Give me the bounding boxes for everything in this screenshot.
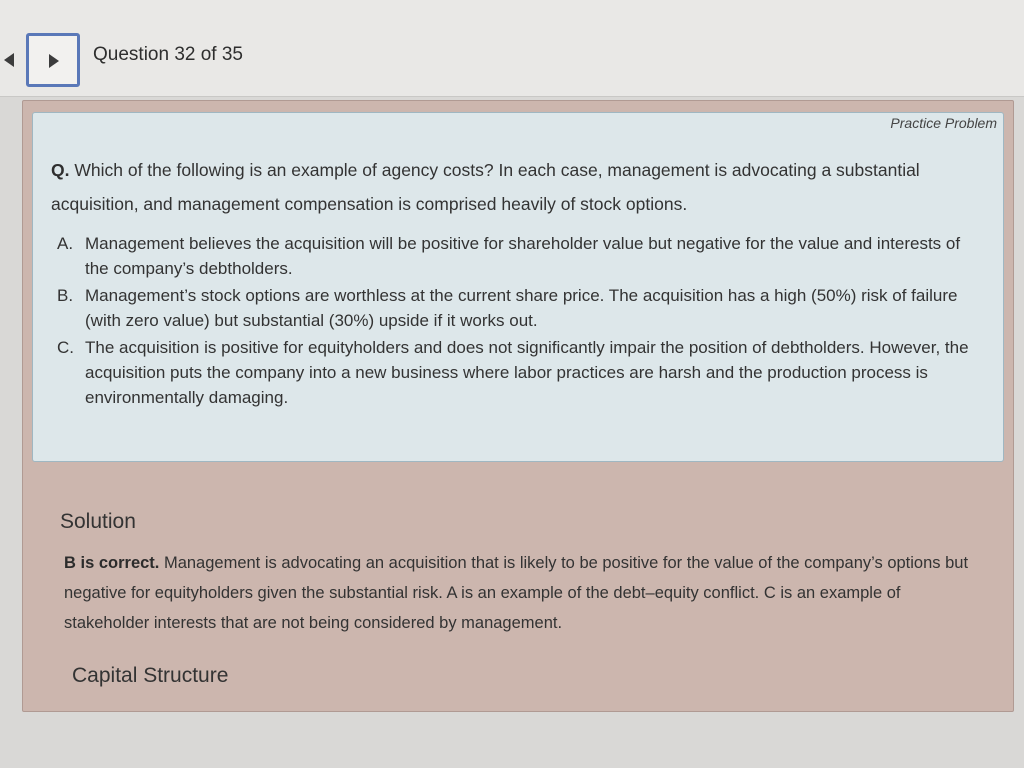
section-title: Capital Structure — [72, 664, 229, 687]
question-counter: Question 32 of 35 — [93, 44, 243, 65]
question-text-block — [51, 153, 981, 221]
question-box — [32, 112, 1004, 462]
solution-lead: B is correct. — [64, 554, 160, 572]
next-question-button[interactable] — [26, 33, 80, 87]
previous-question-icon[interactable] — [4, 53, 14, 67]
option-text: The acquisition is positive for equityholders and does not significantly impair the position of debtholders. However, the acquisition puts the company into a new business where labor practices are harsh and the production process is environmentally damaging. — [85, 338, 969, 407]
question-prefix: Q. — [51, 160, 70, 180]
option-a[interactable] — [57, 231, 977, 281]
play-right-icon — [49, 54, 59, 68]
answer-options — [57, 231, 977, 412]
option-letter: B. — [57, 286, 74, 305]
option-letter: A. — [57, 234, 74, 253]
practice-problem-tag: Practice Problem — [890, 115, 997, 131]
solution-section — [44, 470, 1004, 710]
question-text: Which of the following is an example of agency costs? In each case, management is advocating a substantial acquisition, and management compensation is comprised heavily of stock options. — [51, 160, 920, 214]
option-letter: C. — [57, 338, 74, 357]
option-text: Management believes the acquisition will be positive for shareholder value but negative for the value and interests of the company’s debtholders. — [85, 234, 961, 278]
option-c[interactable] — [57, 335, 977, 410]
solution-text-block — [64, 548, 974, 638]
top-navigation-bar — [0, 0, 1024, 97]
solution-title: Solution — [60, 510, 136, 533]
option-text: Management’s stock options are worthless at the current share price. The acquisition has a high (50%) risk of failure (with zero value) but substantial (30%) upside if it works out. — [85, 286, 958, 330]
solution-text: Management is advocating an acquisition that is likely to be positive for the value of the company’s options but negative for equityholders given the substantial risk. A is an example of the debt–equity conflict. C is an example of stakeholder interests that are not being considered by management. — [64, 554, 969, 632]
option-b[interactable] — [57, 283, 977, 333]
